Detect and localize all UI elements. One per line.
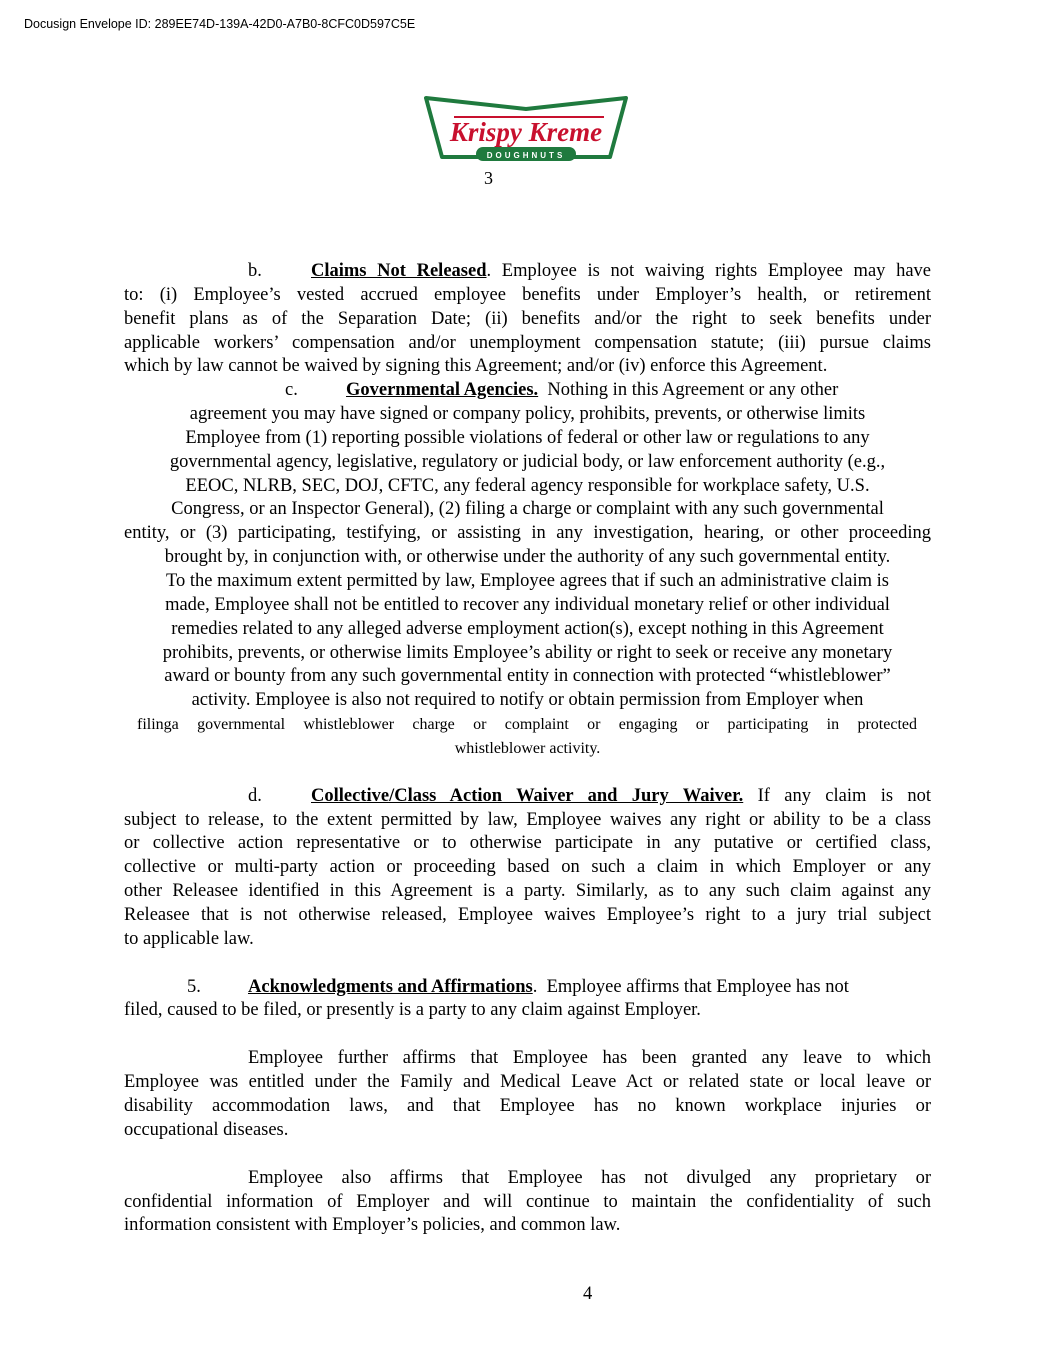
text-line: to: (i) Employee’s vested accrued employee benefits under Employer’s health, or retirement	[124, 284, 931, 305]
text-line: brought by, in conjunction with, or otherwise under the authority of any such governmental entity.	[164, 547, 891, 568]
text-line	[124, 260, 931, 284]
heading-line-text: . Employee affirms that Employee has not	[532, 976, 849, 997]
text-line: remedies related to any alleged adverse employment action(s), except nothing in this Agreement	[171, 618, 884, 639]
text-line: whistleblower activity.	[454, 739, 601, 757]
section-number: b.	[248, 261, 262, 281]
section-leave-affirmation	[124, 1047, 931, 1142]
text-line: activity. Employee is also not required to notify or obtain permission from Employer when	[191, 690, 864, 711]
text-line: Employee was entitled under the Family and Medical Leave Act or related state or local leave or	[124, 1072, 931, 1093]
text-line: award or bounty from any such governmental entity in connection with protected “whistleblower”	[164, 666, 891, 687]
text-line: Employee further affirms that Employee has been granted any leave to which	[248, 1048, 931, 1069]
section-confidentiality-affirmation	[124, 1167, 931, 1239]
section-class-action-waiver	[124, 785, 931, 952]
svg-text:DOUGHNUTS: DOUGHNUTS	[486, 151, 566, 160]
heading-line-text: . Employee is not waiving rights Employee may have	[486, 261, 931, 281]
section-heading: Claims Not Released	[311, 261, 487, 281]
text-line: agreement you may have signed or company policy, prohibits, prevents, or otherwise limits	[189, 404, 866, 425]
section-number: c.	[285, 380, 298, 401]
text-line: Congress, or an Inspector General), (2) filing a charge or complaint with any such governmental	[171, 499, 884, 520]
svg-text:Krispy Kreme: Krispy Kreme	[449, 117, 603, 147]
text-line: which by law cannot be waived by signing this Agreement; and/or (iv) enforce this Agreement.	[124, 356, 828, 377]
text-line: Employee also affirms that Employee has not divulged any proprietary or	[248, 1167, 931, 1188]
text-line: confidential information of Employer and will continue to maintain the confidentiality of such	[124, 1191, 931, 1212]
text-line: disability accommodation laws, and that Employee has no known workplace injuries or	[124, 1096, 931, 1116]
text-line: applicable workers’ compensation and/or unemployment compensation statute; (iii) pursue claims	[124, 332, 931, 353]
heading-line-text: If any claim is not	[743, 785, 931, 806]
text-line: made, Employee shall not be entitled to recover any individual monetary relief or other individual	[165, 594, 890, 615]
section-claims-not-released	[124, 260, 931, 379]
text-line: or collective action representative or to otherwise participate in any putative or certified class,	[124, 833, 931, 854]
text-line: benefit plans as of the Separation Date; (ii) benefits and/or the right to seek benefits under	[124, 308, 931, 329]
section-heading: Governmental Agencies.	[346, 380, 539, 401]
text-line	[124, 785, 931, 809]
text-line: governmental agency, legislative, regulatory or judicial body, or law enforcement authority (e.g.,	[169, 451, 886, 472]
section-number: 5.	[187, 976, 201, 997]
text-line: prohibits, prevents, or otherwise limits Employee’s ability or right to seek or receive any monetary	[162, 642, 893, 663]
text-line: collective or multi-party action or proceeding based on such a claim in which Employer or any	[124, 857, 931, 878]
section-number: d.	[248, 785, 262, 806]
text-line: EEOC, NLRB, SEC, DOJ, CFTC, any federal agency responsible for workplace safety, U.S.	[185, 475, 870, 496]
krispy-kreme-logo	[424, 95, 628, 167]
heading-line-text: Nothing in this Agreement or any other	[538, 380, 839, 401]
section-governmental-agencies	[124, 379, 931, 761]
page-number-top: 3	[484, 168, 493, 188]
text-line: to applicable law.	[124, 928, 254, 949]
text-line	[124, 976, 931, 1000]
text-line: subject to release, to the extent permitted by law, Employee waives any right or ability to be a class	[124, 809, 931, 830]
text-line: Releasee that is not otherwise released, Employee waives Employee’s right to a jury trial subject	[124, 904, 931, 925]
text-line: Employee from (1) reporting possible violations of federal or other law or regulations to any	[185, 427, 870, 448]
text-line: occupational diseases.	[124, 1119, 289, 1140]
text-line	[124, 379, 931, 403]
text-line: To the maximum extent permitted by law, Employee agrees that if such an administrative claim is	[166, 570, 889, 591]
text-line: entity, or (3) participating, testifying, or assisting in any investigation, hearing, or other proceeding	[124, 523, 931, 544]
section-heading: Collective/Class Action Waiver and Jury Waiver.	[311, 785, 744, 806]
section-heading: Acknowledgments and Affirmations	[248, 976, 533, 997]
section-acknowledgments	[124, 976, 931, 1024]
docusign-envelope-id: Docusign Envelope ID: 289EE74D-139A-42D0-A7B0-8CFC0D597C5E	[24, 17, 416, 31]
document-body	[124, 260, 931, 1238]
text-line: filinga governmental whistleblower charge or complaint or engaging or participating in protected	[137, 716, 917, 734]
text-line: information consistent with Employer’s policies, and common law.	[124, 1215, 621, 1236]
text-line: other Releasee identified in this Agreement is a party. Similarly, as to any such claim against any	[124, 881, 931, 902]
text-line: filed, caused to be filed, or presently is a party to any claim against Employer.	[124, 1000, 701, 1021]
page-number-bottom: 4	[583, 1284, 593, 1304]
